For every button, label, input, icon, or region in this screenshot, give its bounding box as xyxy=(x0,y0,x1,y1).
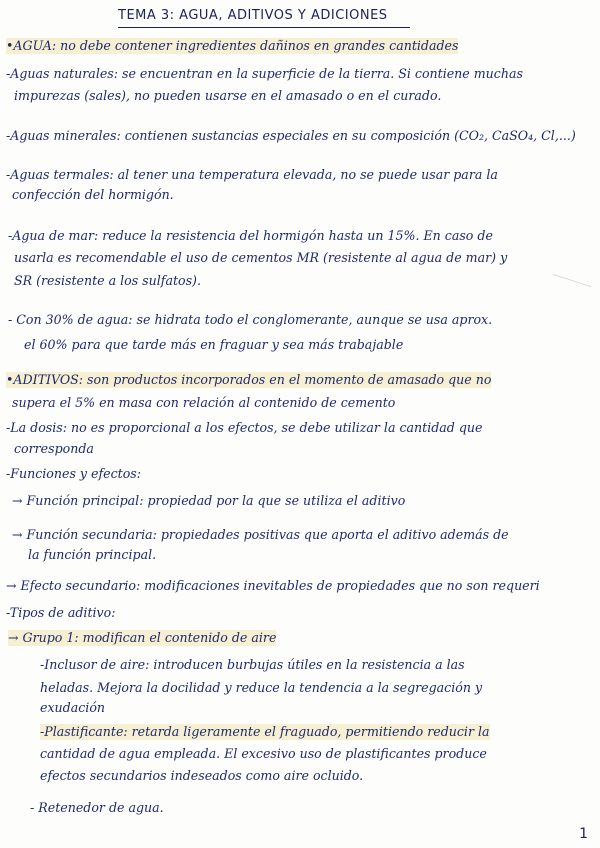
note-line: → Grupo 1: modifican el contenido de aire xyxy=(8,630,277,645)
note-line: confección del hormigón. xyxy=(12,187,174,202)
note-line: -Aguas naturales: se encuentran en la superficie de la tierra. Si contiene muchas xyxy=(6,66,523,81)
note-line: → Función principal: propiedad por la que se utiliza el aditivo xyxy=(12,493,406,508)
note-line: -Agua de mar: reduce la resistencia del hormigón hasta un 15%. En caso de xyxy=(8,228,493,243)
note-line: SR (resistente a los sulfatos). xyxy=(14,273,201,288)
note-line: usarla es recomendable el uso de cementos MR (resistente al agua de mar) y xyxy=(14,250,508,265)
note-line: - Con 30% de agua: se hidrata todo el conglomerante, aunque se usa aprox. xyxy=(8,312,493,327)
note-line: •ADITIVOS: son productos incorporados en el momento de amasado que no xyxy=(6,372,492,387)
page-number: 1 xyxy=(579,826,588,842)
note-line: -Tipos de aditivo: xyxy=(6,605,116,620)
note-line: cantidad de agua empleada. El excesivo uso de plastificantes produce xyxy=(40,746,487,761)
note-line: -Plastificante: retarda ligeramente el fraguado, permitiendo reducir la xyxy=(40,724,490,739)
note-line: la función principal. xyxy=(28,547,157,562)
note-line: efectos secundarios indeseados como aire ocluido. xyxy=(40,768,364,783)
note-line: exudación xyxy=(40,700,106,715)
note-line: -Funciones y efectos: xyxy=(6,466,141,481)
title-underline xyxy=(118,27,410,28)
note-line: heladas. Mejora la docilidad y reduce la tendencia a la segregación y xyxy=(40,680,483,695)
note-line: -Aguas termales: al tener una temperatura elevada, no se puede usar para la xyxy=(6,167,498,182)
margin-pencil-mark xyxy=(553,274,591,287)
page-title: TEMA 3: AGUA, ADITIVOS Y ADICIONES xyxy=(118,8,388,23)
note-line: supera el 5% en masa con relación al contenido de cemento xyxy=(12,395,396,410)
note-line: •AGUA: no debe contener ingredientes dañinos en grandes cantidades xyxy=(6,38,459,53)
note-line: - Retenedor de agua. xyxy=(30,800,164,815)
note-line: -Inclusor de aire: introducen burbujas útiles en la resistencia a las xyxy=(40,657,465,672)
note-line: -La dosis: no es proporcional a los efectos, se debe utilizar la cantidad que xyxy=(6,420,483,435)
note-line: el 60% para que tarde más en fraguar y sea más trabajable xyxy=(24,337,404,352)
note-line: impurezas (sales), no pueden usarse en el amasado o en el curado. xyxy=(14,88,442,103)
note-line: corresponda xyxy=(14,441,94,456)
note-line: -Aguas minerales: contienen sustancias especiales en su composición (CO₂, CaSO₄, Cl,...) xyxy=(6,128,576,143)
note-line: → Efecto secundario: modificaciones inevitables de propiedades que no son requeri xyxy=(6,578,540,593)
note-line: → Función secundaria: propiedades positivas que aporta el aditivo además de xyxy=(12,527,509,542)
